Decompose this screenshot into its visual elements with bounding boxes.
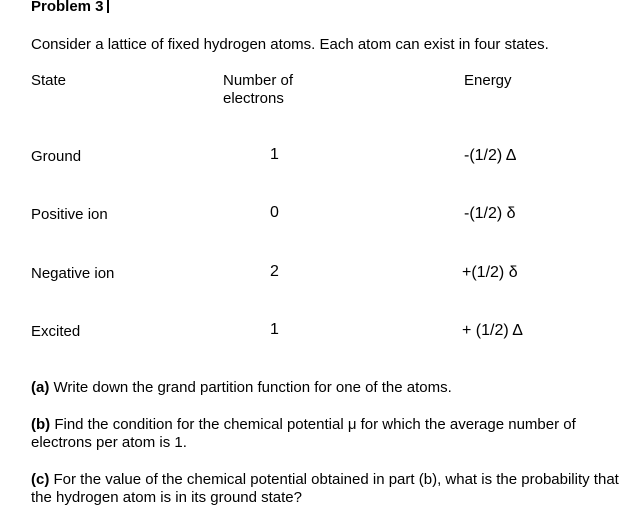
electrons-cell-excited: 1: [270, 321, 279, 338]
intro-text: Consider a lattice of fixed hydrogen atoms. Each atom can exist in four states.: [31, 36, 549, 53]
electrons-cell-negative-ion: 2: [270, 263, 279, 280]
energy-cell-excited: + (1/2) Δ: [462, 322, 523, 339]
question-a-text: Write down the grand partition function for one of the atoms.: [49, 379, 452, 396]
header-energy: Energy: [464, 72, 512, 89]
question-c-label: (c): [31, 471, 50, 488]
energy-cell-ground: -(1/2) Δ: [464, 147, 517, 164]
text-cursor: [107, 0, 109, 13]
state-cell-excited: Excited: [31, 323, 81, 340]
question-c-text: For the value of the chemical potential obtained in part (b), what is the probability that the hydrogen atom is in its ground state?: [31, 471, 619, 506]
question-b: [31, 416, 631, 452]
question-b-label: (b): [31, 416, 51, 433]
question-a-label: (a): [31, 379, 50, 396]
state-cell-positive-ion: Positive ion: [31, 206, 108, 223]
energy-cell-negative-ion: +(1/2) δ: [462, 264, 518, 281]
problem-title: Problem 3: [31, 0, 109, 15]
question-c: [31, 471, 631, 507]
electrons-cell-ground: 1: [270, 146, 279, 163]
electrons-cell-positive-ion: 0: [270, 204, 279, 221]
state-cell-negative-ion: Negative ion: [31, 265, 115, 282]
header-number-of-electrons: Number of electrons: [223, 72, 294, 107]
header-state: State: [31, 72, 67, 89]
state-cell-ground: Ground: [31, 148, 82, 165]
question-a: [31, 379, 631, 397]
energy-cell-positive-ion: -(1/2) δ: [464, 205, 516, 222]
question-b-text: Find the condition for the chemical potential μ for which the average number of electrons per atom is 1.: [31, 416, 576, 451]
